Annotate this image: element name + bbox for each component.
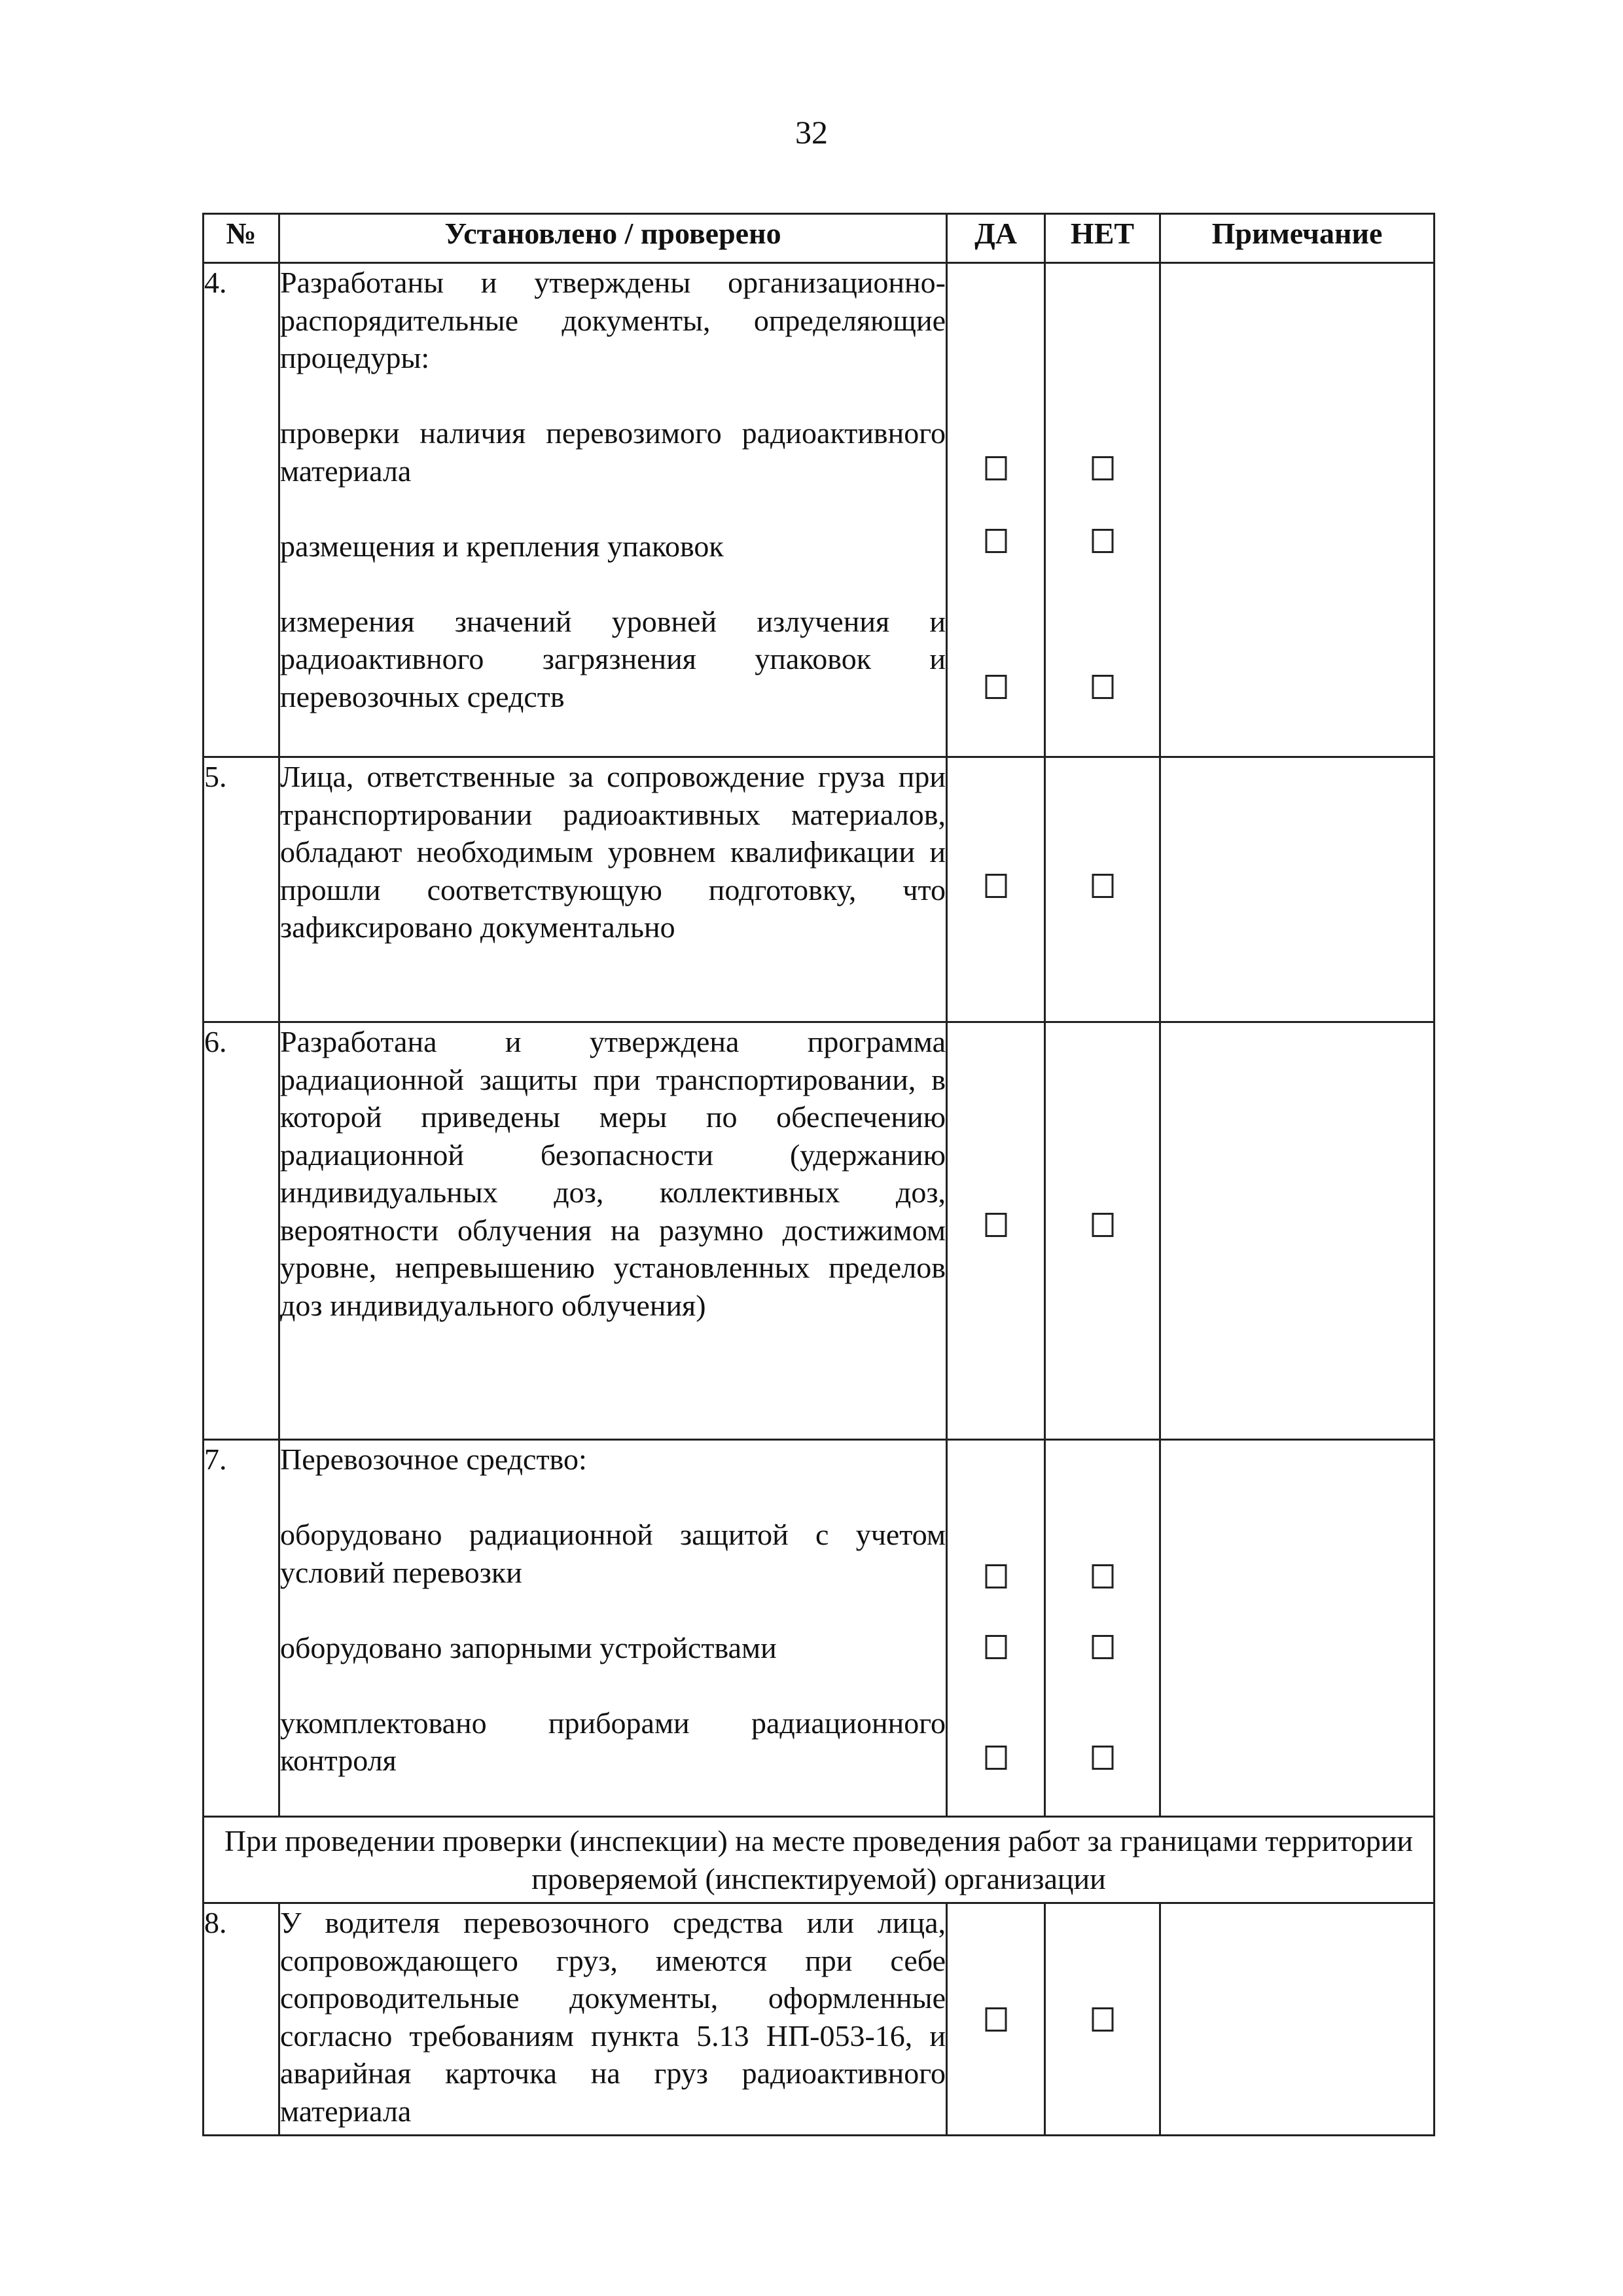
row-number: 4. bbox=[204, 263, 279, 757]
row-text bbox=[279, 263, 947, 757]
header-yes: ДА bbox=[947, 214, 1045, 263]
note-cell[interactable] bbox=[1160, 1440, 1435, 1817]
row-number: 7. bbox=[204, 1440, 279, 1817]
no-cell bbox=[1045, 1022, 1160, 1440]
row-sub-item: проверки наличия перевозимого радиоактивного материала bbox=[280, 416, 946, 488]
row-text bbox=[279, 1440, 947, 1817]
yes-cell bbox=[947, 1903, 1045, 2136]
row-intro: Разработаны и утверждены организационно-распорядительные документы, определяющие процедуры: bbox=[280, 266, 946, 374]
yes-cell bbox=[947, 1440, 1045, 1817]
checklist-table bbox=[202, 213, 1435, 2136]
no-checkbox[interactable] bbox=[1092, 456, 1113, 480]
note-cell[interactable] bbox=[1160, 263, 1435, 757]
no-checkbox[interactable] bbox=[1092, 529, 1113, 553]
row-sub-item: оборудовано запорными устройствами bbox=[280, 1630, 777, 1664]
header-row bbox=[204, 214, 1435, 263]
page-number: 32 bbox=[795, 114, 828, 151]
row-body: У водителя перевозочного средства или лица, сопровождающего груз, имеются при себе сопроводительные документы, оформленные согласно требованиям пункта 5.13 НП-053-16, и аварийная карточка на груз радиоактивного материала bbox=[280, 1906, 946, 2128]
row-text bbox=[279, 1022, 947, 1440]
no-checkbox[interactable] bbox=[1092, 2007, 1113, 2032]
yes-checkbox[interactable] bbox=[985, 874, 1007, 898]
no-cell bbox=[1045, 1440, 1160, 1817]
no-cell bbox=[1045, 1903, 1160, 2136]
header-no: НЕТ bbox=[1045, 214, 1160, 263]
section-banner-row bbox=[204, 1817, 1435, 1903]
yes-checkbox[interactable] bbox=[985, 675, 1007, 699]
table-row bbox=[204, 1022, 1435, 1440]
header-item: Установлено / проверено bbox=[279, 214, 947, 263]
note-cell[interactable] bbox=[1160, 757, 1435, 1022]
table-row bbox=[204, 1440, 1435, 1817]
yes-cell bbox=[947, 1022, 1045, 1440]
row-text bbox=[279, 1903, 947, 2136]
no-checkbox[interactable] bbox=[1092, 1746, 1113, 1770]
no-checkbox[interactable] bbox=[1092, 1213, 1113, 1237]
row-intro: Перевозочное средство: bbox=[280, 1443, 587, 1476]
section-banner: При проведении проверки (инспекции) на месте проведения работ за границами территории проверяемой (инспектируемой) организации bbox=[204, 1817, 1435, 1903]
no-checkbox[interactable] bbox=[1092, 874, 1113, 898]
header-num: № bbox=[204, 214, 279, 263]
table-row bbox=[204, 1903, 1435, 2136]
no-checkbox[interactable] bbox=[1092, 1564, 1113, 1588]
row-sub-item: измерения значений уровней излучения и радиоактивного загрязнения упаковок и перевозочных средств bbox=[280, 604, 946, 713]
row-body: Лица, ответственные за сопровождение груза при транспортировании радиоактивных материалов, обладают необходимым уровнем квалификации и прошли соответствующую подготовку, что зафиксировано документально bbox=[280, 760, 946, 944]
header-note: Примечание bbox=[1160, 214, 1435, 263]
table-row bbox=[204, 263, 1435, 757]
no-checkbox[interactable] bbox=[1092, 1635, 1113, 1659]
no-checkbox[interactable] bbox=[1092, 675, 1113, 699]
note-cell[interactable] bbox=[1160, 1022, 1435, 1440]
no-cell bbox=[1045, 757, 1160, 1022]
yes-cell bbox=[947, 263, 1045, 757]
row-sub-item: оборудовано радиационной защитой с учетом условий перевозки bbox=[280, 1518, 946, 1589]
row-sub-item: укомплектовано приборами радиационного контроля bbox=[280, 1706, 946, 1777]
row-number: 5. bbox=[204, 757, 279, 1022]
row-text bbox=[279, 757, 947, 1022]
yes-cell bbox=[947, 757, 1045, 1022]
yes-checkbox[interactable] bbox=[985, 1213, 1007, 1237]
yes-checkbox[interactable] bbox=[985, 1746, 1007, 1770]
row-sub-item: размещения и крепления упаковок bbox=[280, 529, 724, 563]
row-number: 8. bbox=[204, 1903, 279, 2136]
no-cell bbox=[1045, 263, 1160, 757]
yes-checkbox[interactable] bbox=[985, 2007, 1007, 2032]
note-cell[interactable] bbox=[1160, 1903, 1435, 2136]
row-number: 6. bbox=[204, 1022, 279, 1440]
table-row bbox=[204, 757, 1435, 1022]
row-body: Разработана и утверждена программа радиационной защиты при транспортировании, в которой приведены меры по обеспечению радиационной безопасности (удержанию индивидуальных доз, коллективных доз, вероятности облучения на разумно достижимом уровне, непревышению установленных пределов доз индивидуального облучения) bbox=[280, 1025, 946, 1322]
yes-checkbox[interactable] bbox=[985, 529, 1007, 553]
yes-checkbox[interactable] bbox=[985, 1635, 1007, 1659]
yes-checkbox[interactable] bbox=[985, 1564, 1007, 1588]
yes-checkbox[interactable] bbox=[985, 456, 1007, 480]
